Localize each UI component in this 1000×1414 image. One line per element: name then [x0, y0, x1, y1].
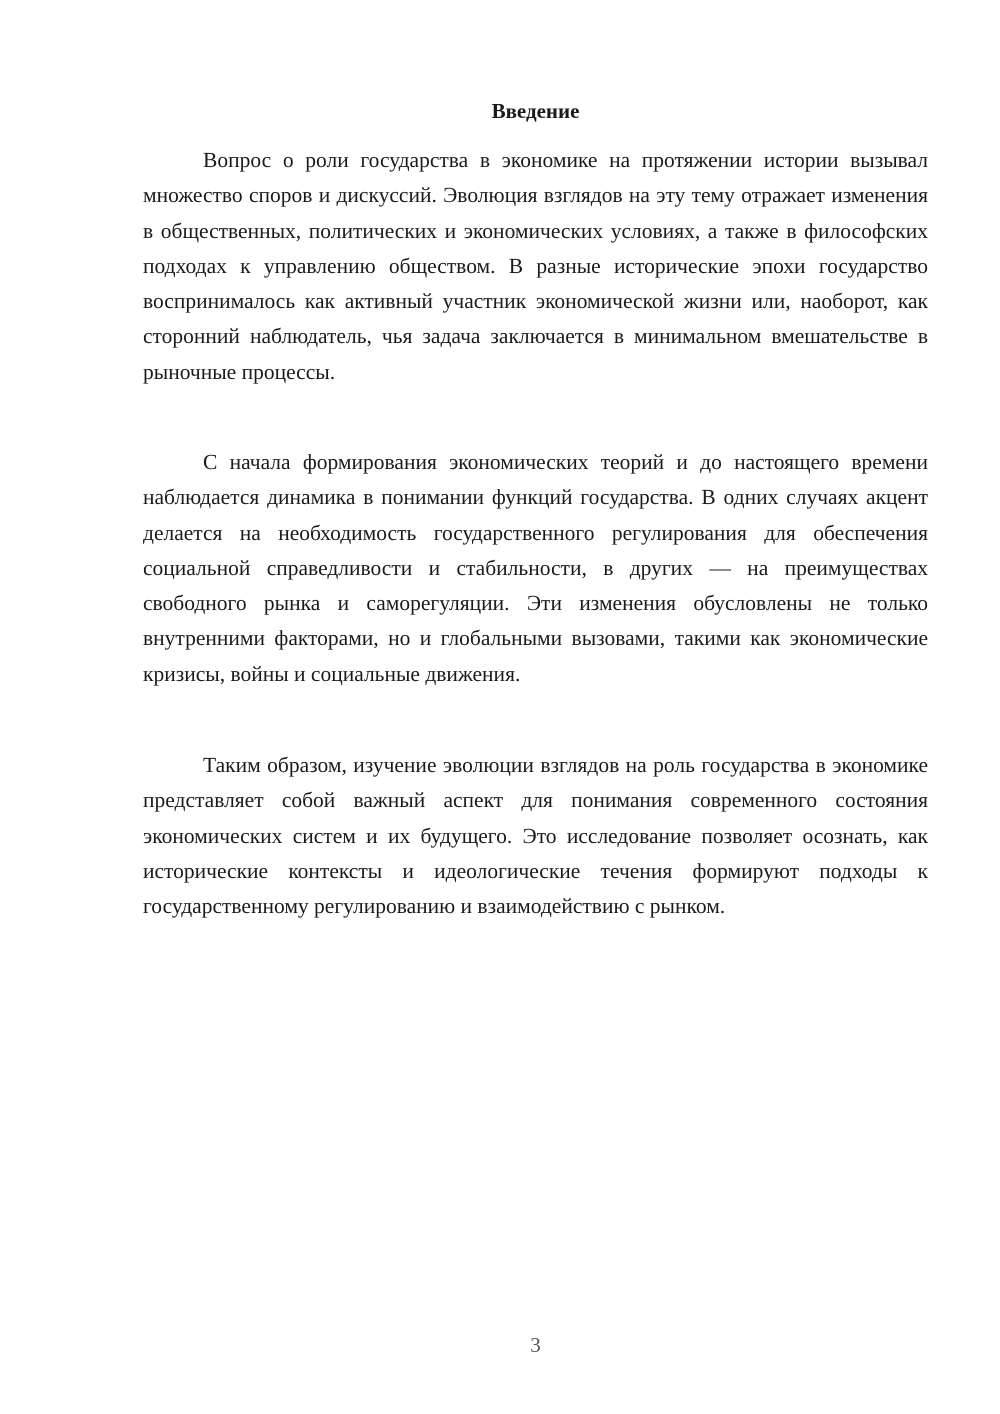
paragraph-1: Вопрос о роли государства в экономике на протяжении истории вызывал множество споров и дискуссий. Эволюция взглядов на эту тему отражает изменения в общественных, политических и экономических условиях, а также в философских подходах к управлению обществом. В разные исторические эпохи государство воспринималось как активный участник экономической жизни или, наоборот, как сторонний наблюдатель, чья задача заключается в минимальном вмешательстве в рыночные процессы.	[143, 148, 928, 384]
paragraph-3: Таким образом, изучение эволюции взглядов на роль государства в экономике представляет собой важный аспект для понимания современного состояния экономических систем и их будущего. Это исследование позволяет осознать, как исторические контексты и идеологические течения формируют подходы к государственному регулированию и взаимодействию с рынком.	[143, 753, 928, 919]
paragraph-2: С начала формирования экономических теорий и до настоящего времени наблюдается динамика в понимании функций государства. В одних случаях акцент делается на необходимость государственного регулирования для обеспечения социальной справедливости и стабильности, в других — на преимуществах свободного рынка и саморегуляции. Эти изменения обусловлены не только внутренними факторами, но и глобальными вызовами, такими как экономические кризисы, войны и социальные движения.	[143, 450, 928, 686]
section-title: Введение	[491, 99, 580, 123]
page-number: 3	[530, 1333, 541, 1357]
